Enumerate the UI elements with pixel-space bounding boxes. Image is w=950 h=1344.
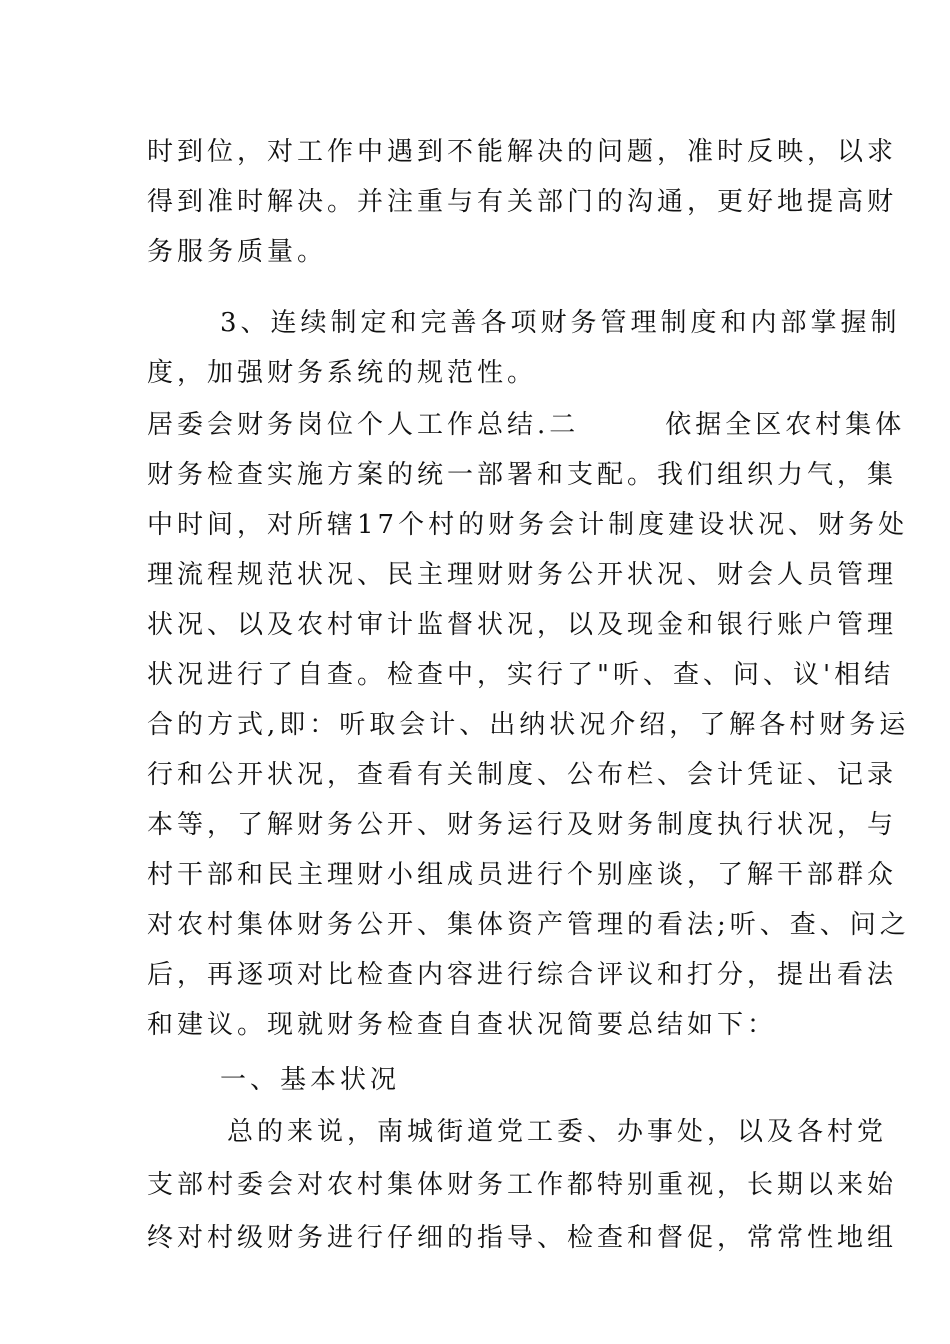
text-line: 理流程规范状况、民主理财财务公开状况、财会人员管理 (147, 560, 898, 590)
text-line: 务服务质量。 (147, 237, 328, 267)
text-line: 支部村委会对农村集体财务工作都特别重视，长期以来始 (147, 1170, 898, 1200)
text-line: 状况进行了自查。检查中，实行了"听、查、问、议'相结 (147, 660, 895, 690)
text-line: 终对村级财务进行仔细的指导、检查和督促，常常性地组 (147, 1223, 898, 1253)
text-line: 总的来说，南城街道党工委、办事处，以及各村党 (227, 1117, 888, 1147)
text-line: 后，再逐项对比检查内容进行综合评议和打分，提出看法 (147, 960, 898, 990)
section-heading: 一、基本状况 (220, 1065, 401, 1095)
text-line: 行和公开状况，查看有关制度、公布栏、会计凭证、记录 (147, 760, 898, 790)
text-line: 依据全区农村集体 (665, 410, 906, 440)
section-title-line (147, 400, 906, 450)
document-title: 居委会财务岗位个人工作总结.二 (147, 410, 580, 440)
text-line: 度，加强财务系统的规范性。 (147, 358, 538, 388)
text-line: 和建议。现就财务检查自查状况简要总结如下： (147, 1010, 778, 1040)
text-line: 对农村集体财务公开、集体资产管理的看法;听、查、问之 (147, 910, 910, 940)
text-line: 中时间，对所辖17个村的财务会计制度建设状况、财务处 (147, 510, 909, 540)
text-line: 村干部和民主理财小组成员进行个别座谈，了解干部群众 (147, 860, 898, 890)
text-line: 3、连续制定和完善各项财务管理制度和内部掌握制 (220, 308, 901, 338)
text-line: 得到准时解决。并注重与有关部门的沟通，更好地提高财 (147, 187, 898, 217)
text-line: 本等，了解财务公开、财务运行及财务制度执行状况，与 (147, 810, 898, 840)
text-line: 合的方式,即：听取会计、出纳状况介绍，了解各村财务运 (147, 710, 910, 740)
text-line: 财务检查实施方案的统一部署和支配。我们组织力气，集 (147, 460, 898, 490)
text-line: 时到位，对工作中遇到不能解决的问题，准时反映，以求 (147, 137, 898, 167)
text-line: 状况、以及农村审计监督状况，以及现金和银行账户管理 (147, 610, 898, 640)
